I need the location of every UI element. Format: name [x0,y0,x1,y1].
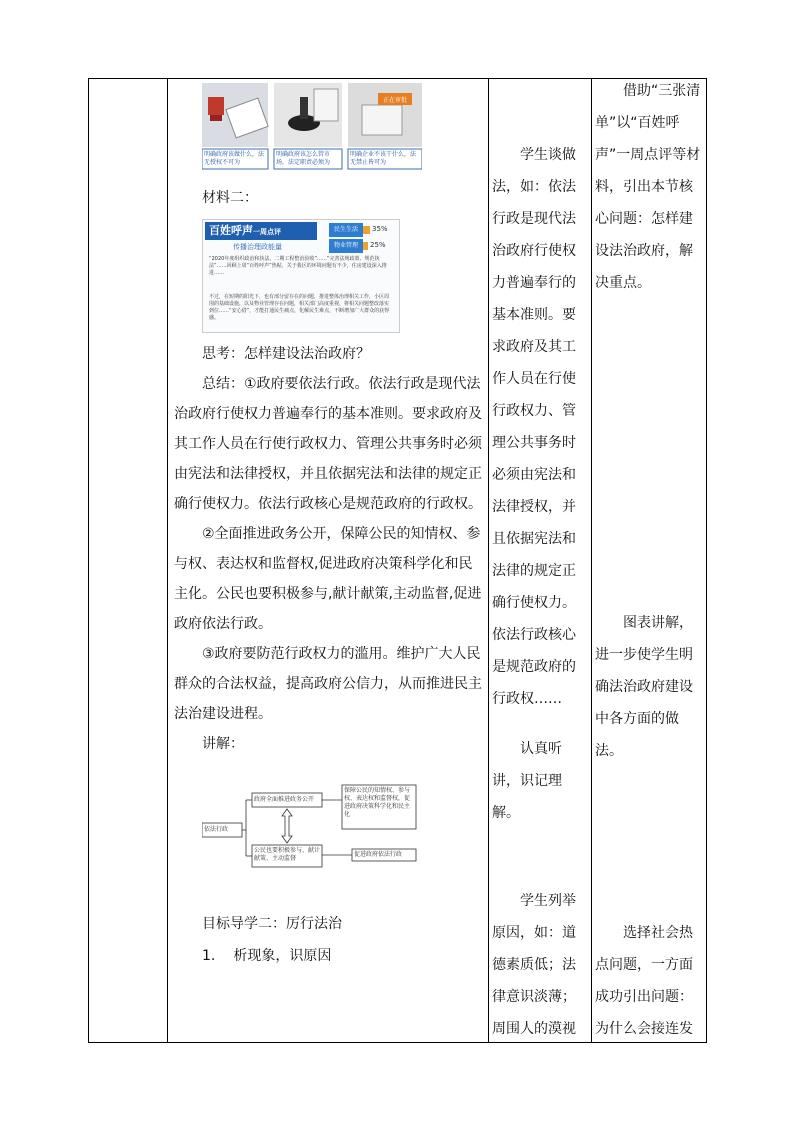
column-divider [488,79,489,1042]
stamp-label: 正在审批 [382,97,408,104]
material-two-label: 材料二： [202,190,258,206]
item-1-number: 1. [202,948,216,964]
design-intent-cell [595,79,705,1042]
poll-bar-percent: 35% [372,225,388,233]
poll-bar-fill [363,226,370,234]
intent-block-3: 选择社会热点问题，一方面成功引出问题：为什么会接连发 [595,925,693,1037]
diagram-node-top: 政府全面推进政务公开 [254,796,315,803]
poll-title: 百姓呼声 [209,224,253,237]
poll-bars [329,222,395,254]
item-1-text: 析现象，识原因 [233,948,332,964]
poll-bar-fill [363,242,368,250]
summary-3: ③政府要防范行政权力的滥用。维护广大人民群众的合法权益，提高政府公信力，从而推进民主法治建设进程。 [174,646,482,722]
summary-2: ②全面推进政务公开，保障公民的知情权、参与权、表达权和监督权,促进政府决策科学化和民主化。公民也要积极参与,献计献策,主动监督,促进政府依法行政。 [174,526,482,632]
lesson-table [88,78,707,1043]
poll-bar-percent: 25% [370,241,386,249]
diagram-node-right-bottom: 促进政府依法行政 [354,851,403,858]
poll-banner [205,222,317,240]
explanation-diagram [202,783,422,873]
diagram-node-bottom: 公民也要积极参与、献计献策、主动监督 [254,847,321,862]
summary-1: 总结：①政府要依法行政。依法行政是现代法治政府行使权力普遍奉行的基本准则。要求政府及其工作人员在行使行政权力、管理公共事务时必须由宪法和法律授权，并且依据宪法和法律的规定正确行使权力。依法行政核心是规范政府的行政权。 [174,376,482,512]
student-block-3: 学生列举原因，如：道德素质低；法律意识淡薄；周围人的漠视 [492,893,576,1037]
poll-paragraph-1: “2020年度组织政治和执法，二期工程整治验收”……“完善法规政策、规范执法”……回顾上周“百姓呼声”热帖，关于我区的环境问题有不少，住房建设深入推进…… [209,256,387,276]
poll-tagline: 传播治理政能量 [233,243,282,251]
intent-block-1: 借助“三张清单”以“百姓呼声”一周点评等材料，引出本节核心问题：怎样建设法治政府，解决重点。 [595,83,701,291]
three-lists-illustration [202,83,422,171]
poll-image [202,219,400,333]
item-1 [202,941,331,971]
student-block-1: 学生谈做法，如：依法行政是现代法治政府行使权力普遍奉行的基本准则。要求政府及其工作人员在行使行政权力、管理公共事务时必须由宪法和法律授权，并且依据宪法和法律的规定正确行使权力。依法行政核心是规范政府的行政权…… [492,147,576,707]
poll-bar-row [329,222,395,236]
student-block-2: 认真听讲，识记理解。 [492,741,562,821]
goal-two: 目标导学二：厉行法治 [202,916,342,932]
diagram-node-left: 依法行政 [204,826,229,833]
poll-bar-label: 民生生活 [329,223,363,237]
poll-paragraph-2: 不过，在短期的阳光下，也有部分留存在的问题，推进整体治理相关工作，小区周围的基础设施，以及物业管理存在问题，相关部门高度重视，将相关问题整改落实到位……“安心借”，才能打通民生痛点，化解民生难点，不断增加广大群众的获得感。 [209,294,390,321]
teaching-content-cell [168,79,488,1042]
column-divider [591,79,592,1042]
explain-label: 讲解： [202,736,244,752]
caption-2: 明确政府该怎么管市场，法定职责必须为 [276,151,331,166]
caption-1: 明确政府该做什么，法无授权不可为 [204,151,265,166]
poll-bar-label: 物业管理 [329,239,363,253]
intent-block-2: 图表讲解，进一步使学生明确法治政府建设中各方面的做法。 [595,615,693,759]
poll-bar-row [329,238,395,252]
student-activity-cell [492,79,588,1042]
caption-3: 明确企业不该干什么，法无禁止皆可为 [350,151,417,166]
diagram-node-right-top: 保障公民的知情权、参与权、表达权和监督权，促进政府决策科学化和民主化 [344,787,411,818]
question: 思考：怎样建设法治政府？ [202,346,370,362]
poll-subtitle: 一周点评 [253,228,281,236]
